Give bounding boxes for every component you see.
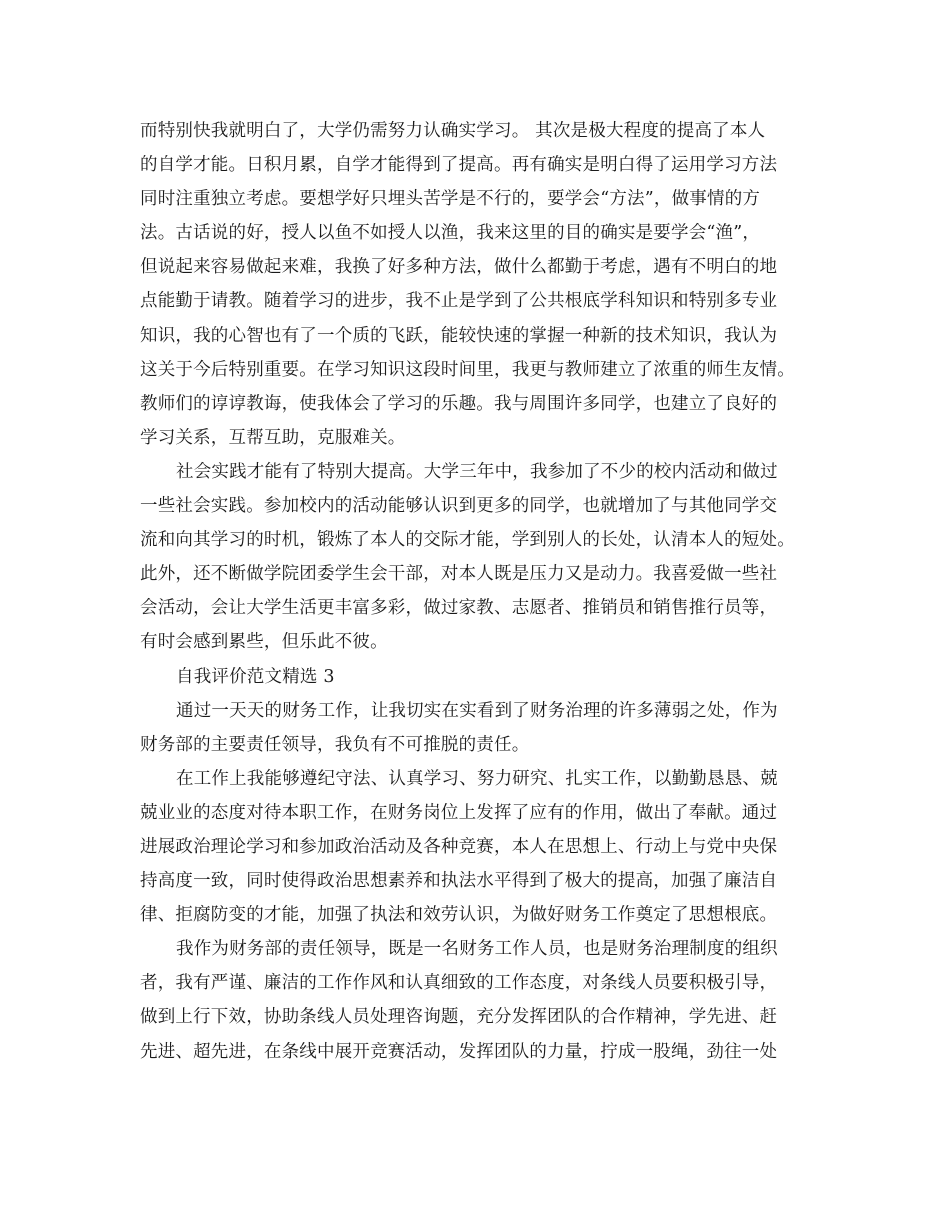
text-line: 的自学才能。日积月累，自学才能得到了提高。再有确实是明白得了运用学习方法	[140, 155, 778, 176]
text-line: 知识，我的心智也有了一个质的飞跃，能较快速的掌握一种新的技术知识，我认为	[140, 325, 778, 346]
text-line: 流和向其学习的时机，锻炼了本人的交际才能，学到别人的长处，认清本人的短处。	[140, 530, 795, 551]
text-line: 进展政治理论学习和参加政治活动及各种竞赛，本人在思想上、行动上与党中央保	[140, 836, 778, 857]
text-line: 持高度一致，同时使得政治思想素养和执法水平得到了极大的提高，加强了廉洁自	[140, 871, 778, 892]
text-line: 此外，还不断做学院团委学生会干部，对本人既是压力又是动力。我喜爱做一些社	[140, 564, 778, 585]
text-line: 但说起来容易做起来难，我换了好多种方法，做什么都勤于考虑，遇有不明白的地	[140, 257, 778, 278]
text-line: 有时会感到累些，但乐此不彼。	[140, 632, 388, 653]
text-line: 律、拒腐防变的才能，加强了执法和效劳认识，为做好财务工作奠定了思想根底。	[140, 905, 778, 926]
document-page	[140, 114, 830, 1069]
text-line: 教师们的谆谆教诲，使我体会了学习的乐趣。我与周围许多同学，也建立了良好的	[140, 393, 778, 414]
paragraph-first-line: 在工作上我能够遵纪守法、认真学习、努力研究、扎实工作，以勤勤恳恳、兢	[176, 768, 778, 789]
text-line: 做到上行下效，协助条线人员处理咨询题，充分发挥团队的合作精神，学先进、赶	[140, 1007, 778, 1028]
text-line: 点能勤于请教。随着学习的进步，我不止是学到了公共根底学科知识和特别多专业	[140, 291, 778, 312]
paragraph-first-line: 社会实践才能有了特别大提高。大学三年中，我参加了不少的校内活动和做过	[176, 461, 778, 482]
paragraph-first-line: 我作为财务部的责任领导，既是一名财务工作人员，也是财务治理制度的组织	[176, 939, 778, 960]
text-line: 一些社会实践。参加校内的活动能够认识到更多的同学，也就增加了与其他同学交	[140, 496, 778, 517]
text-line: 同时注重独立考虑。要想学好只埋头苦学是不行的，要学会“方法”，做事情的方	[140, 189, 761, 210]
text-line: 者，我有严谨、廉洁的工作作风和认真细致的工作态度，对条线人员要积极引导，	[140, 973, 778, 994]
text-line: 先进、超先进，在条线中展开竞赛活动，发挥团队的力量，拧成一股绳，劲往一处	[140, 1041, 778, 1062]
paragraph-first-line: 通过一天天的财务工作，让我切实在实看到了财务治理的许多薄弱之处，作为	[176, 700, 778, 721]
text-line: 而特别快我就明白了，大学仍需努力认确实学习。 其次是极大程度的提高了本人	[140, 121, 766, 141]
text-line: 法。古话说的好，授人以鱼不如授人以渔，我来这里的目的确实是要学会“渔”，	[140, 223, 761, 244]
text-line: 学习关系，互帮互助，克服难关。	[140, 427, 406, 448]
text-line: 会活动，会让大学生活更丰富多彩，做过家教、志愿者、推销员和销售推行员等，	[140, 598, 778, 619]
text-line: 财务部的主要责任领导，我负有不可推脱的责任。	[140, 734, 530, 755]
text-line: 这关于今后特别重要。在学习知识这段时间里，我更与教师建立了浓重的师生友情。	[140, 359, 795, 380]
section-heading: 自我评价范文精选 3	[176, 666, 335, 687]
text-line: 兢业业的态度对待本职工作，在财务岗位上发挥了应有的作用，做出了奉献。通过	[140, 802, 778, 823]
